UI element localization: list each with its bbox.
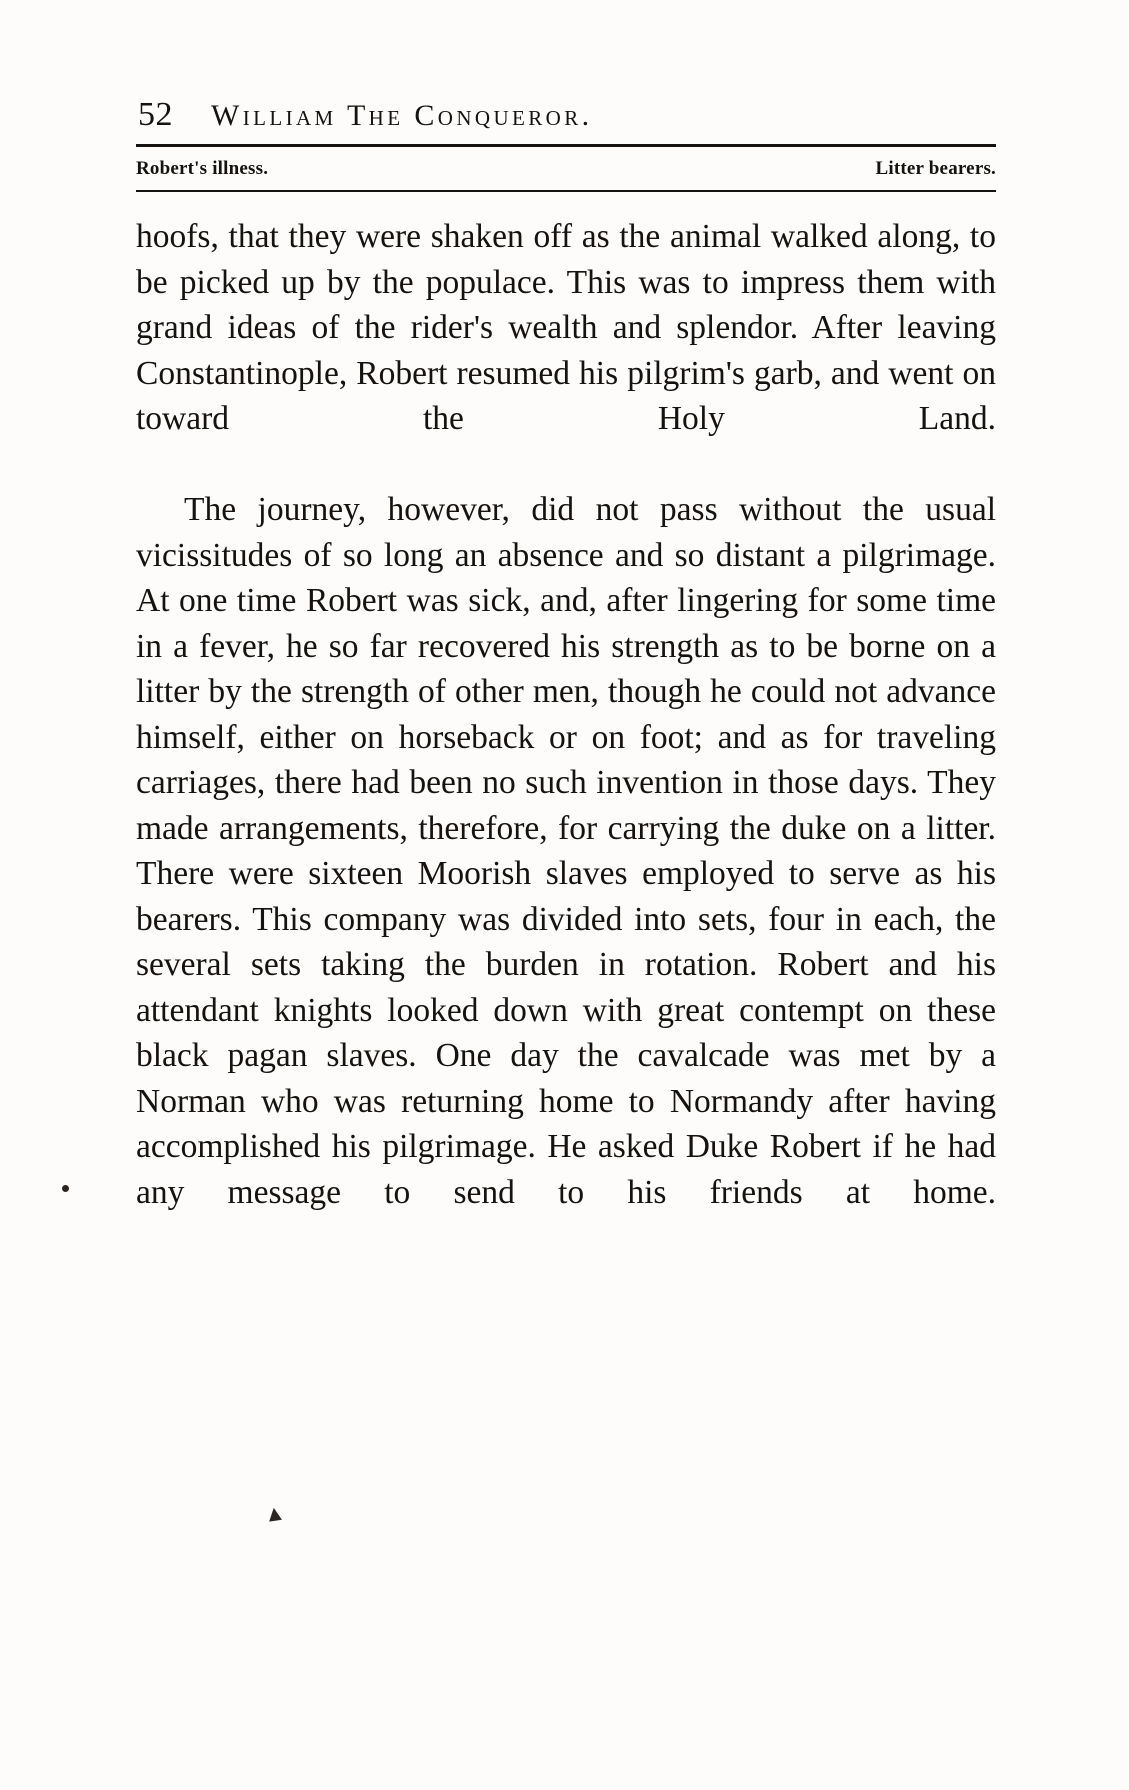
sidenote-row [136,158,996,180]
page-number: 52 [138,96,173,133]
stray-ink-dot [62,1185,69,1192]
page-content [136,96,996,1261]
stray-ink-mark: ▴ [265,1497,283,1528]
paragraph-2: The journey, however, did not pass without the usual vicissitudes of so long an absence and so distant a pilgrimage. At one time Robert was sick, and, after lingering for some time in a fever, he so far recovered his strength as to be borne on a litter by the strength of other men, though he could not advance himself, either on horseback or on foot; and as for traveling carriages, there had been no such invention in those days. They made arrangements, therefore, for carrying the duke on a litter. There were sixteen Moorish slaves employed to serve as his bearers. This company was divided into sets, four in each, the several sets taking the burden in rotation. Robert and his attendant knights looked down with great contempt on these black pagan slaves. One day the cavalcade was met by a Norman who was returning home to Normandy after having accomplished his pilgrimage. He asked Duke Robert if he had any message to send to his friends at home. [136,491,996,1211]
running-title: William The Conqueror. [211,99,593,132]
paragraph-1: hoofs, that they were shaken off as the animal walked along, to be picked up by the populace. This was to impress them with grand ideas of the rider's wealth and splendor. After leaving Constantinople, Robert resumed his pilgrim's garb, and went on toward the Holy Land. [136,218,996,437]
header-rule [136,144,996,147]
sidenote-rule [136,190,996,192]
body-text [136,214,996,1261]
sidenote-right: Litter bearers. [875,158,996,179]
sidenote-left: Robert's illness. [136,158,269,179]
page-header [138,96,996,134]
